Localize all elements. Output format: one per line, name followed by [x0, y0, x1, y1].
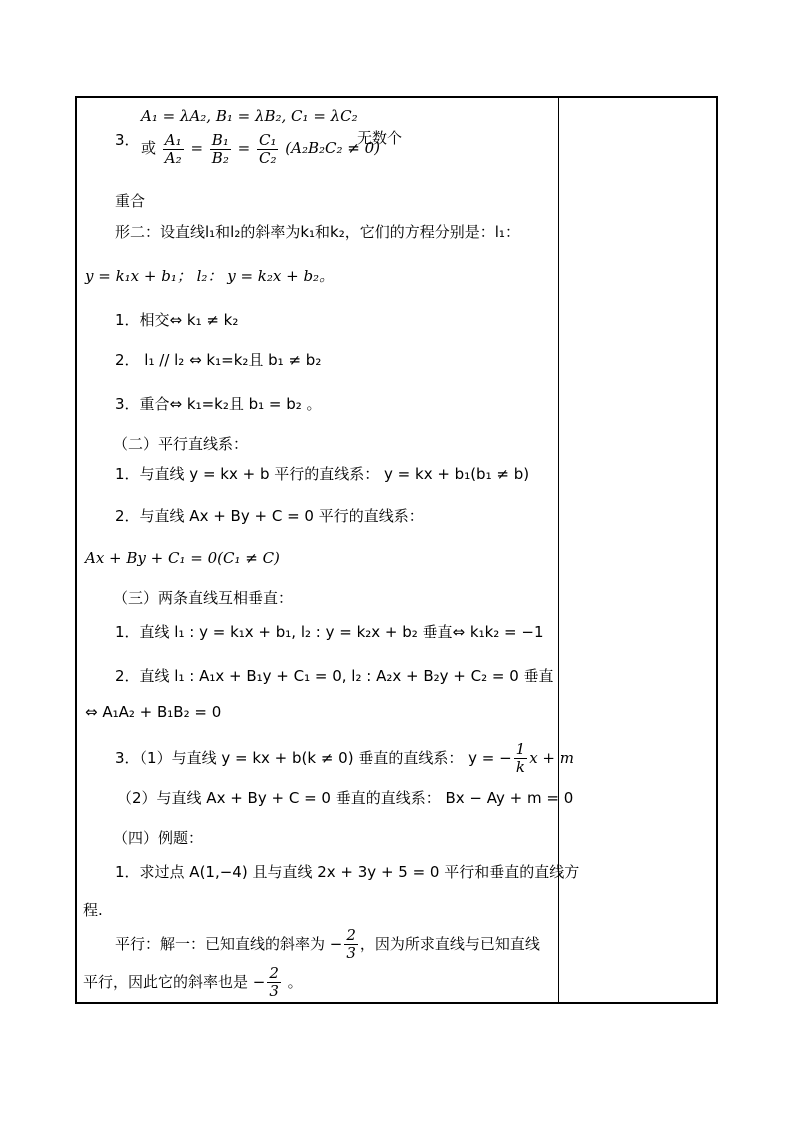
perpendicular-family-slope-form: 3．（1）与直线 y = kx + b(k ≠ 0) 垂直的直线系： y = − $\frac{1}{k}$ x + m [115, 740, 574, 776]
fraction-two-thirds-a: $\frac{2}{3}$ [346, 926, 356, 962]
item-number-label: 3． [115, 131, 140, 149]
example-1-question-continued: 程. [83, 901, 103, 919]
infinitely-many-label: 无数个 [357, 129, 403, 147]
parallel-solution-line-1: 平行：解一：已知直线的斜率为 − $\frac{2}{3}$ ，因为所求直线与已知直线 [115, 926, 540, 962]
example-1-question: 1．求过点 A(1,−4) 且与直线 2x + 3y + 5 = 0 平行和垂直的直线方 [115, 863, 580, 881]
ratio-condition: 或 $\frac{\text{A₁}}{\text{A₂}}$ = $\frac{\text{B₁}}{\text{B₂}}$ = $\frac{\text{C₁}}{\text{C₂}}$ (A₂B₂C₂ ≠ 0) [141, 130, 380, 167]
item-number-3 [115, 130, 140, 150]
slope-intercept-equations: y = k₁x + b₁； l₂： y = k₂x + b₂。 [85, 267, 335, 285]
parallel-condition: 2． l₁ // l₂ ⇔ k₁=k₂且 b₁ ≠ b₂ [115, 351, 322, 369]
parallel-family-general-form: Ax + By + C₁ = 0(C₁ ≠ C) [85, 549, 280, 567]
fraction-a: $\frac{\text{A₁}}{\text{A₂}}$ [164, 130, 182, 167]
coincide-label: 重合 [115, 192, 146, 210]
fraction-one-over-k: $\frac{1}{k}$ [515, 740, 526, 776]
intersect-condition: 1．相交⇔ k₁ ≠ k₂ [115, 311, 239, 329]
section-parallel-family: （二）平行直线系： [113, 435, 249, 453]
parallel-solution-line-2: 平行，因此它的斜率也是 − $\frac{2}{3}$ 。 [83, 964, 303, 1000]
perpendicular-general-condition: 2．直线 l₁ : A₁x + B₁y + C₁ = 0, l₂ : A₂x + B₂y + C₂ = 0 垂直 [115, 667, 554, 685]
table-main-cell [77, 98, 580, 1002]
perpendicular-general-result: ⇔ A₁A₂ + B₁B₂ = 0 [85, 703, 222, 721]
section-perpendicular: （三）两条直线互相垂直： [113, 589, 294, 607]
parallel-family-slope-form: 1．与直线 y = kx + b 平行的直线系： y = kx + b₁(b₁ ≠ b) [115, 465, 530, 483]
perpendicular-family-general-form: （2）与直线 Ax + By + C = 0 垂直的直线系： Bx − Ay + m = 0 [117, 789, 574, 807]
nonzero-condition: (A₂B₂C₂ ≠ 0) [285, 139, 380, 157]
fraction-b: $\frac{\text{B₁}}{\text{B₂}}$ [211, 130, 229, 167]
section-examples: （四）例题： [113, 829, 204, 847]
form-two-intro: 形二：设直线l₁和l₂的斜率为k₁和k₂，它们的方程分别是：l₁： [115, 223, 520, 241]
perpendicular-slope-condition: 1．直线 l₁ : y = k₁x + b₁, l₂ : y = k₂x + b₂ 垂直⇔ k₁k₂ = −1 [115, 623, 544, 641]
coincide-condition: 3．重合⇔ k₁=k₂且 b₁ = b₂ 。 [115, 395, 322, 413]
proportional-condition: A₁ = λA₂, B₁ = λB₂, C₁ = λC₂ [141, 107, 358, 125]
fraction-two-thirds-b: $\frac{2}{3}$ [269, 964, 279, 1000]
or-label: 或 [141, 139, 157, 157]
parallel-family-general-intro: 2．与直线 Ax + By + C = 0 平行的直线系： [115, 507, 424, 525]
fraction-c: $\frac{\text{C₁}}{\text{C₂}}$ [258, 130, 277, 167]
